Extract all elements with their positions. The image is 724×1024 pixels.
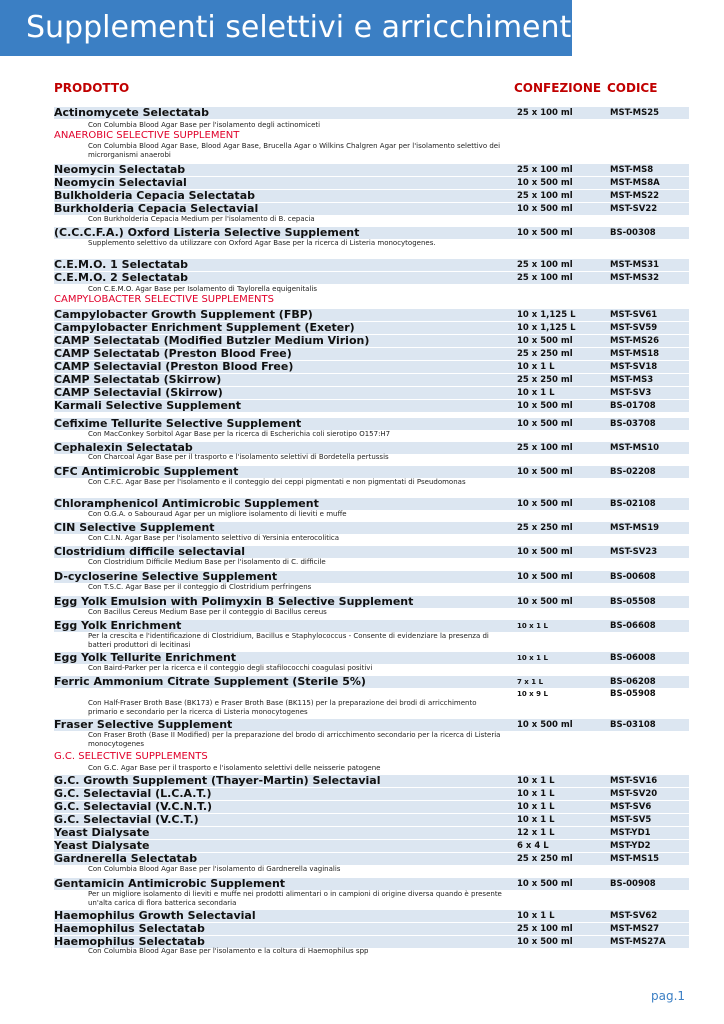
- product-code: BS-02208: [610, 467, 656, 477]
- product-package: 10 x 500 ml: [517, 547, 573, 557]
- product-name: Campylobacter Growth Supplement (FBP): [54, 308, 313, 321]
- product-name: Gardnerella Selectatab: [54, 852, 198, 865]
- column-header-product: PRODOTTO: [54, 81, 130, 95]
- product-code: MST-SV3: [610, 388, 652, 398]
- product-name: Haemophilus Selectatab: [54, 935, 205, 948]
- product-code: BS-06008: [610, 653, 656, 663]
- product-description: Con T.S.C. Agar Base per il conteggio di Clostridium perfringens: [88, 583, 312, 591]
- product-row: [54, 418, 689, 430]
- product-row: [54, 775, 689, 787]
- product-row: [54, 164, 689, 176]
- product-code: BS-05508: [610, 597, 656, 607]
- product-code: MST-MS25: [610, 108, 660, 118]
- product-package: 25 x 250 ml: [517, 349, 573, 359]
- product-name: Haemophilus Selectatab: [54, 922, 205, 935]
- product-code: MST-SV18: [610, 362, 658, 372]
- product-package: 10 x 1,125 L: [517, 310, 576, 320]
- product-row: [54, 400, 689, 412]
- product-code: BS-03108: [610, 720, 656, 730]
- product-name: Neomycin Selectatab: [54, 163, 186, 176]
- product-row: [54, 348, 689, 360]
- product-name: CAMP Selectatab (Preston Blood Free): [54, 347, 292, 360]
- product-package: 10 x 500 ml: [517, 401, 573, 411]
- product-name: CAMP Selectatab (Skirrow): [54, 373, 222, 386]
- product-row: [54, 177, 689, 189]
- product-row: [54, 498, 689, 510]
- product-row: [54, 374, 689, 386]
- product-name: CIN Selective Supplement: [54, 521, 215, 534]
- product-code: MST-YD2: [610, 841, 651, 851]
- product-code: BS-00308: [610, 228, 656, 238]
- product-package: 10 x 500 ml: [517, 467, 573, 477]
- product-description: Con Charcoal Agar Base per il trasporto e l'isolamento selettivi di Bordetella pertussis: [88, 453, 389, 461]
- product-row: [54, 322, 689, 334]
- product-package: 25 x 250 ml: [517, 854, 573, 864]
- product-description: Con C.I.N. Agar Base per l'isolamento selettivo di Yersinia enterocolitica: [88, 534, 340, 542]
- product-package: 10 x 500 ml: [517, 336, 573, 346]
- product-name: CAMP Selectavial (Skirrow): [54, 386, 223, 399]
- product-code: BS-05908: [610, 689, 656, 699]
- product-package: 10 x 500 ml: [517, 499, 573, 509]
- product-description: Con Baird-Parker per la ricerca e il conteggio degli stafilococchi coagulasi positivi: [88, 664, 373, 672]
- product-row: [54, 814, 689, 826]
- product-package: 10 x 1 L: [517, 802, 555, 812]
- column-header-confezione: CONFEZIONE: [514, 81, 602, 95]
- product-description: Per un migliore isolamento di lieviti e muffe nei prodotti alimentari o in campioni di origine diversa quando è presente un'alta carica di flora batterica secondaria: [88, 890, 502, 907]
- product-row: [54, 878, 689, 890]
- product-package: 25 x 250 ml: [517, 375, 573, 385]
- product-package: 10 x 1 L: [517, 776, 555, 786]
- product-description: Con Clostridium Difficile Medium Base per l'isolamento di C. difficile: [88, 558, 326, 566]
- product-package: 12 x 1 L: [517, 828, 555, 838]
- product-description: Con C.E.M.O. Agar Base per Isolamento di Taylorella equigenitalis: [88, 285, 317, 293]
- product-package: 10 x 1,125 L: [517, 323, 576, 333]
- product-package: 10 x 500 ml: [517, 879, 573, 889]
- product-row: [54, 272, 689, 284]
- product-row: [54, 107, 689, 119]
- product-code: BS-02108: [610, 499, 656, 509]
- product-description: Con Half-Fraser Broth Base (BK173) e Fraser Broth Base (BK115) per la preparazione dei brodi di arricchimento primario e secondario per la ricerca di Listeria monocytogenes: [88, 699, 477, 716]
- product-description: Con Columbia Blood Agar Base per l'isolamento degli actinomiceti: [88, 121, 321, 129]
- product-row: [54, 387, 689, 399]
- product-package: 10 x 500 ml: [517, 228, 573, 238]
- product-name: Ferric Ammonium Citrate Supplement (Sterile 5%): [54, 675, 366, 688]
- product-name: Karmali Selective Supplement: [54, 399, 241, 412]
- product-name: (C.C.C.F.A.) Oxford Listeria Selective Supplement: [54, 226, 360, 239]
- product-name: Clostridium difficile selectavial: [54, 545, 246, 558]
- product-name: Yeast Dialysate: [54, 839, 150, 852]
- page-title: Supplementi selettivi e arricchimenti: [0, 0, 572, 56]
- product-description: Con MacConkey Sorbitol Agar Base per la ricerca di Escherichia coli sierotipo O157:H7: [88, 430, 391, 438]
- product-row: [54, 227, 689, 239]
- product-code: MST-YD1: [610, 828, 651, 838]
- product-row: [54, 546, 689, 558]
- product-name: G.C. Selectavial (V.C.T.): [54, 813, 199, 826]
- product-package: 10 x 500 ml: [517, 572, 573, 582]
- product-package: 25 x 100 ml: [517, 924, 573, 934]
- product-package: 25 x 100 ml: [517, 443, 573, 453]
- product-code: MST-MS22: [610, 191, 660, 201]
- product-row: [54, 788, 689, 800]
- product-package: 6 x 4 L: [517, 841, 549, 851]
- product-code: MST-MS15: [610, 854, 660, 864]
- product-row: [54, 853, 689, 865]
- product-package: 7 x 1 L: [517, 678, 544, 686]
- product-package: 10 x 1 L: [517, 789, 555, 799]
- product-package: 25 x 100 ml: [517, 191, 573, 201]
- product-name: Neomycin Selectavial: [54, 176, 187, 189]
- product-row: [54, 361, 689, 373]
- product-description: Con Fraser Broth (Base II Modified) per la preparazione del brodo di arricchimento secondario per la ricerca di Listeria monocytogenes: [88, 731, 501, 748]
- product-row: [54, 620, 689, 632]
- product-code: MST-MS32: [610, 273, 660, 283]
- product-code: MST-MS27A: [610, 937, 666, 947]
- product-code: BS-00608: [610, 572, 656, 582]
- section-heading: CAMPYLOBACTER SELECTIVE SUPPLEMENTS: [54, 294, 274, 305]
- product-row: [54, 923, 689, 935]
- product-code: MST-MS3: [610, 375, 654, 385]
- product-row: [54, 335, 689, 347]
- product-package: 25 x 100 ml: [517, 273, 573, 283]
- product-code: BS-03708: [610, 419, 656, 429]
- product-name: C.E.M.O. 1 Selectatab: [54, 258, 189, 271]
- product-name: C.E.M.O. 2 Selectatab: [54, 271, 189, 284]
- product-row: [54, 676, 689, 688]
- product-name: Yeast Dialysate: [54, 826, 150, 839]
- product-code: MST-MS8: [610, 165, 654, 175]
- product-package: 10 x 1 L: [517, 388, 555, 398]
- product-row: [54, 840, 689, 852]
- product-package: 10 x 1 L: [517, 654, 548, 662]
- product-name: CAMP Selectavial (Preston Blood Free): [54, 360, 294, 373]
- product-name: Egg Yolk Emulsion with Polimyxin B Selective Supplement: [54, 595, 414, 608]
- product-name: Fraser Selective Supplement: [54, 718, 233, 731]
- product-row: [54, 259, 689, 271]
- product-code: BS-06208: [610, 677, 656, 687]
- product-name: G.C. Selectavial (V.C.N.T.): [54, 800, 213, 813]
- section-heading: ANAEROBIC SELECTIVE SUPPLEMENT: [54, 130, 240, 141]
- product-code: MST-SV62: [610, 911, 658, 921]
- product-code: MST-MS27: [610, 924, 660, 934]
- product-code: MST-SV59: [610, 323, 658, 333]
- product-name: Actinomycete Selectatab: [54, 106, 209, 119]
- product-name: Gentamicin Antimicrobic Supplement: [54, 877, 286, 890]
- product-code: BS-00908: [610, 879, 656, 889]
- product-code: MST-MS8A: [610, 178, 660, 188]
- product-code: MST-SV20: [610, 789, 658, 799]
- product-code: MST-SV5: [610, 815, 652, 825]
- product-package: 10 x 500 ml: [517, 720, 573, 730]
- product-name: G.C. Growth Supplement (Thayer-Martin) Selectavial: [54, 774, 381, 787]
- product-name: CFC Antimicrobic Supplement: [54, 465, 239, 478]
- product-package: 10 x 1 L: [517, 362, 555, 372]
- product-package: 10 x 500 ml: [517, 178, 573, 188]
- product-code: MST-SV61: [610, 310, 658, 320]
- product-row: [54, 652, 689, 664]
- product-package: 10 x 500 ml: [517, 937, 573, 947]
- product-description: Con Bacillus Cereus Medium Base per il conteggio di Bacillus cereus: [88, 608, 327, 616]
- product-code: MST-MS31: [610, 260, 660, 270]
- product-description: Per la crescita e l'identificazione di Clostridium, Bacillus e Staphylococcus - Consente di evidenziare la presenza di batteri produttori di lecitinasi: [88, 632, 489, 649]
- product-code: MST-MS10: [610, 443, 660, 453]
- product-code: MST-SV16: [610, 776, 658, 786]
- product-code: MST-SV22: [610, 204, 658, 214]
- product-description: Con Burkholderia Cepacia Medium per l'isolamento di B. cepacia: [88, 215, 315, 223]
- product-description: Con G.C. Agar Base per il trasporto e l'isolamento selettivi delle neisserie patogene: [88, 764, 381, 772]
- product-package: 25 x 100 ml: [517, 108, 573, 118]
- product-code: MST-MS19: [610, 523, 660, 533]
- product-package: 25 x 250 ml: [517, 523, 573, 533]
- product-row: [54, 801, 689, 813]
- product-name: Egg Yolk Tellurite Enrichment: [54, 651, 237, 664]
- product-code: MST-MS18: [610, 349, 660, 359]
- product-name: G.C. Selectavial (L.C.A.T.): [54, 787, 212, 800]
- product-row: [54, 596, 689, 608]
- product-description: Supplemento selettivo da utilizzare con Oxford Agar Base per la ricerca di Listeria monocytogenes.: [88, 239, 436, 247]
- product-row: [54, 571, 689, 583]
- product-name: D-cycloserine Selective Supplement: [54, 570, 278, 583]
- product-package: 25 x 100 ml: [517, 165, 573, 175]
- product-code: MST-SV6: [610, 802, 652, 812]
- product-package: 25 x 100 ml: [517, 260, 573, 270]
- column-header-codice: CODICE: [607, 81, 658, 95]
- product-row: [54, 827, 689, 839]
- product-name: Cephalexin Selectatab: [54, 441, 193, 454]
- product-row: [54, 719, 689, 731]
- product-package: 10 x 9 L: [517, 690, 548, 698]
- product-name: Campylobacter Enrichment Supplement (Exeter): [54, 321, 355, 334]
- product-row: [54, 466, 689, 478]
- page-number: pag.1: [651, 989, 686, 1003]
- product-code: MST-SV23: [610, 547, 658, 557]
- product-package: 10 x 1 L: [517, 815, 555, 825]
- product-description: Con Columbia Blood Agar Base per l'isolamento di Gardnerella vaginalis: [88, 865, 341, 873]
- product-description: Con O.G.A. o Sabouraud Agar per un migliore isolamento di lieviti e muffe: [88, 510, 347, 518]
- product-package: 10 x 1 L: [517, 911, 555, 921]
- product-description: Con C.F.C. Agar Base per l'isolamento e il conteggio dei ceppi pigmentati e non pigmentati di Pseudomonas: [88, 478, 466, 486]
- product-code: BS-01708: [610, 401, 656, 411]
- product-package: 10 x 1 L: [517, 622, 548, 630]
- product-description: Con Columbia Blood Agar Base, Blood Agar Base, Brucella Agar o Wilkins Chalgren Agar per l'isolamento selettivo dei microrganismi anaerobi: [88, 142, 501, 159]
- product-package: 10 x 500 ml: [517, 419, 573, 429]
- product-row: [54, 190, 689, 202]
- product-name: CAMP Selectatab (Modified Butzler Medium Virion): [54, 334, 370, 347]
- product-row: [54, 309, 689, 321]
- product-name: Cefixime Tellurite Selective Supplement: [54, 417, 302, 430]
- product-name: Chloramphenicol Antimicrobic Supplement: [54, 497, 319, 510]
- product-row: [54, 522, 689, 534]
- product-code: BS-06608: [610, 621, 656, 631]
- product-row: [54, 910, 689, 922]
- product-name: Egg Yolk Enrichment: [54, 619, 182, 632]
- product-row: [54, 203, 689, 215]
- product-name: Haemophilus Growth Selectavial: [54, 909, 256, 922]
- product-name: Bulkholderia Cepacia Selectatab: [54, 189, 255, 202]
- section-heading: G.C. SELECTIVE SUPPLEMENTS: [54, 751, 208, 762]
- product-code: MST-MS26: [610, 336, 660, 346]
- product-package: 10 x 500 ml: [517, 597, 573, 607]
- product-name: Burkholderia Cepacia Selectavial: [54, 202, 259, 215]
- product-package: 10 x 500 ml: [517, 204, 573, 214]
- product-description: Con Columbia Blood Agar Base per l'isolamento e la coltura di Haemophilus spp: [88, 947, 369, 955]
